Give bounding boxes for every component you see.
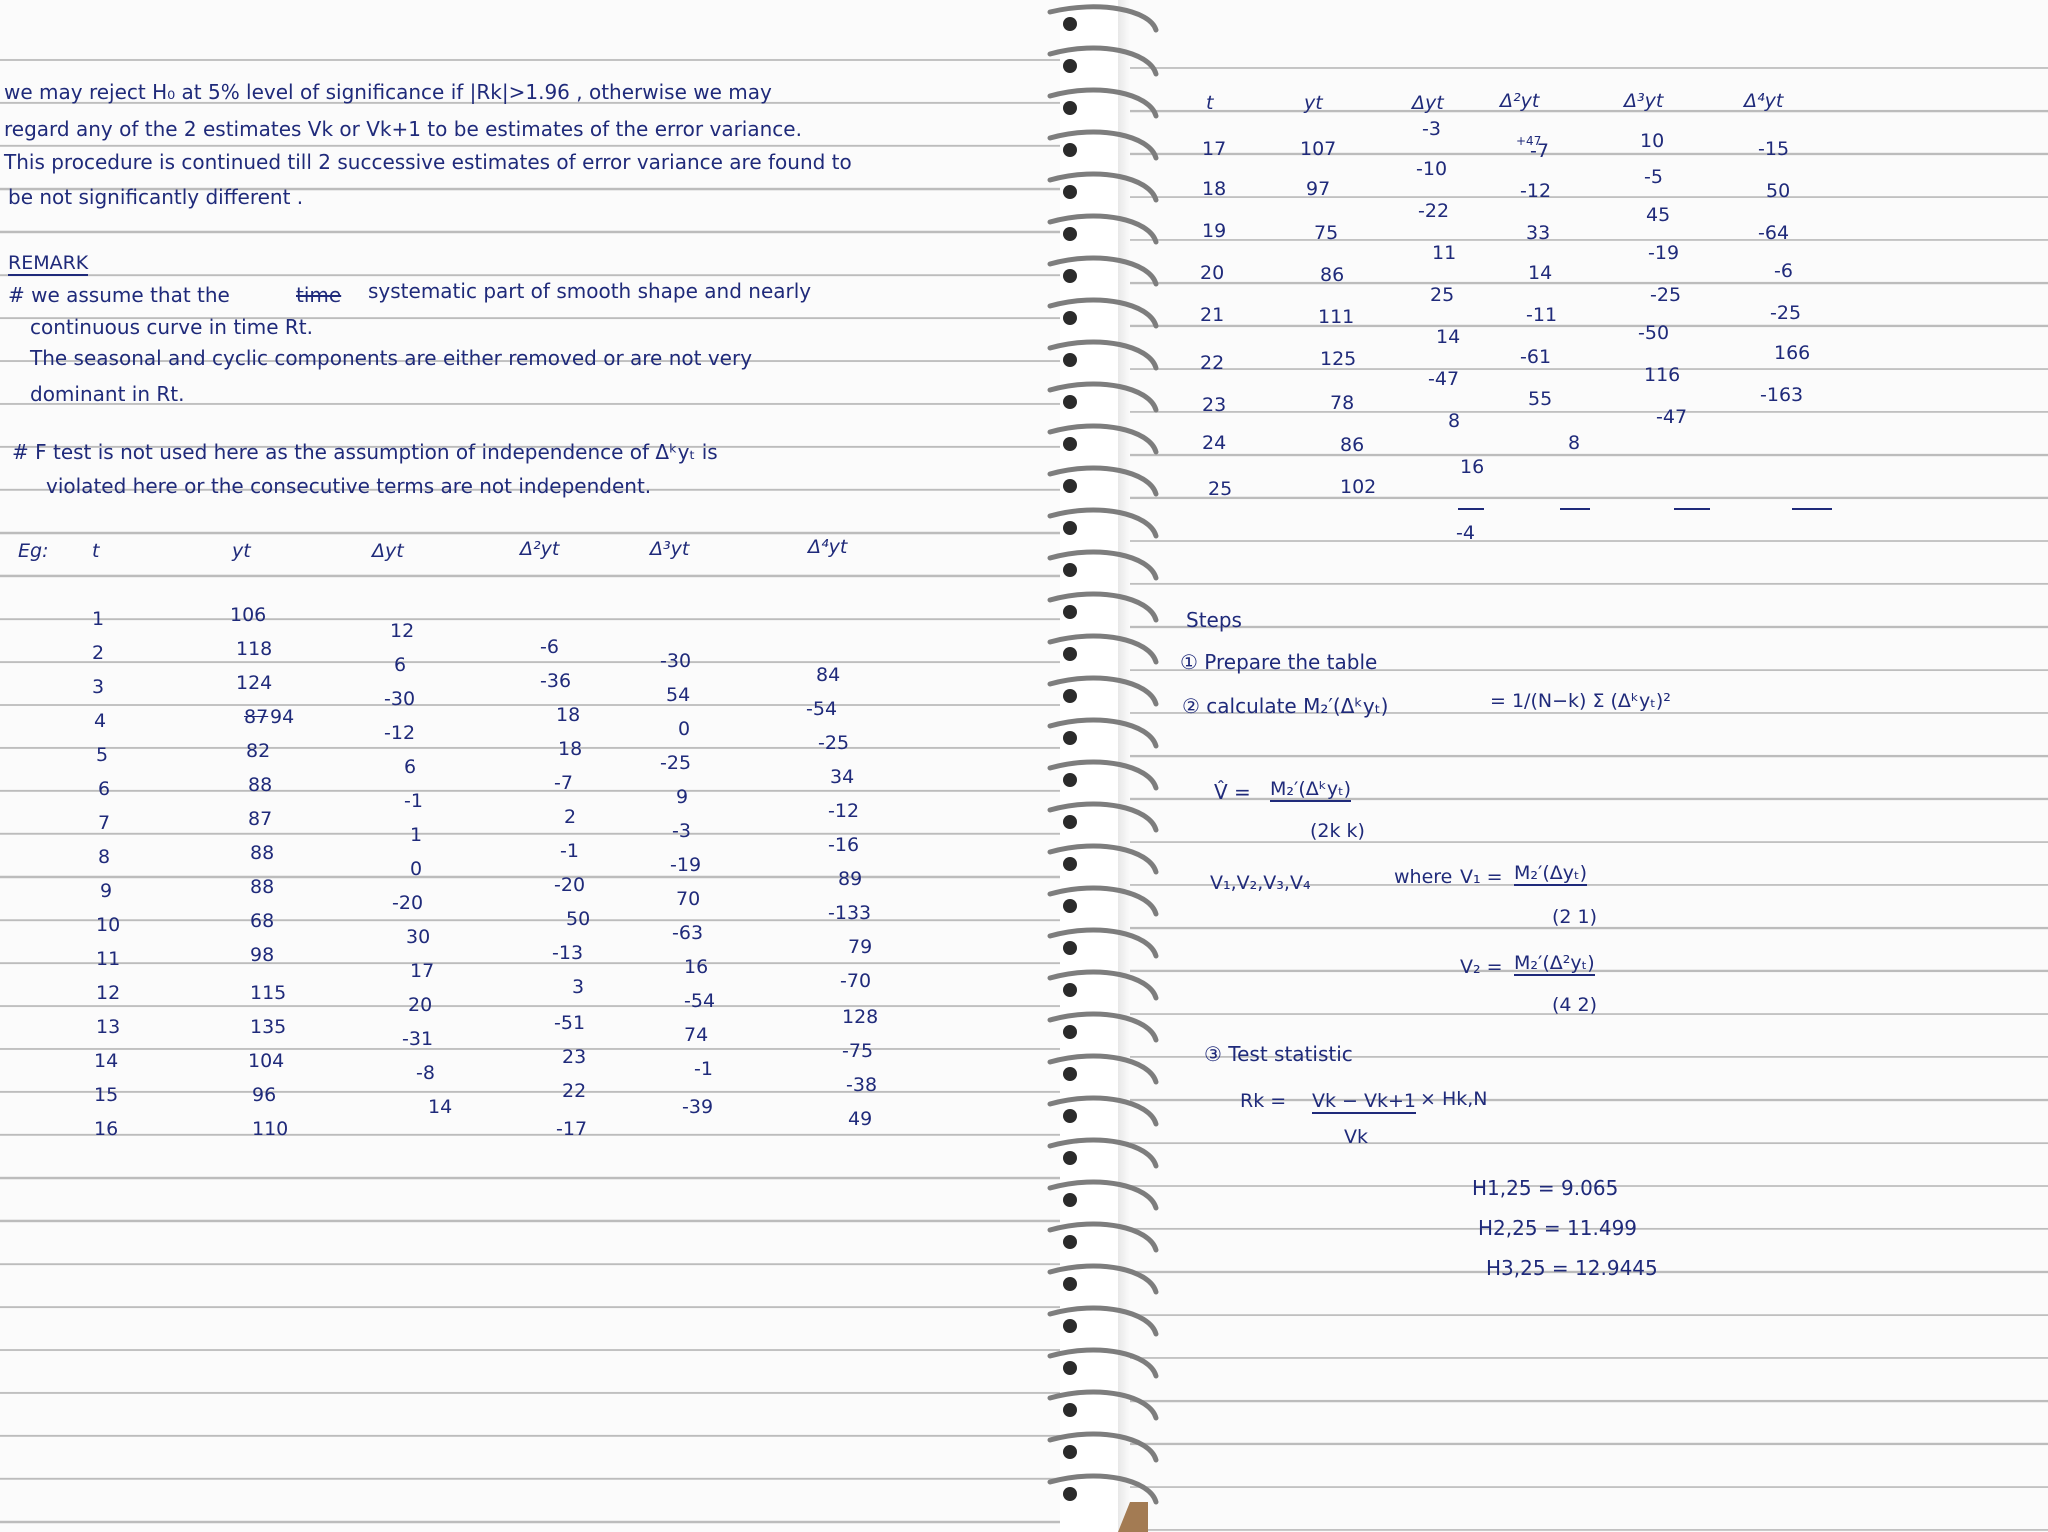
d4-value: -16 [828, 834, 860, 856]
h-value-1: H1,25 = 9.065 [1472, 1176, 1619, 1200]
d1-value: 12 [390, 620, 415, 642]
punch-hole [1063, 17, 1077, 31]
t-value: 23 [1202, 394, 1227, 416]
d2-value: -61 [1520, 346, 1552, 368]
d4-value: -6 [1774, 260, 1793, 282]
d4-value: -38 [846, 1074, 878, 1096]
yt-value: 98 [250, 944, 275, 966]
t-value: 13 [96, 1016, 121, 1038]
header-d4yt: Δ⁴yt [808, 536, 848, 558]
punch-hole [1063, 311, 1077, 325]
d3-value: -63 [672, 922, 704, 944]
v2-denominator: (4 2) [1552, 994, 1598, 1016]
yt-value: 86 [1340, 434, 1365, 456]
d1-value: 6 [404, 756, 417, 778]
d4-value: 128 [842, 1006, 879, 1028]
header-d4yt: Δ⁴yt [1744, 90, 1784, 112]
h-value-3: H3,25 = 12.9445 [1486, 1256, 1658, 1280]
yt-value: 118 [236, 638, 273, 660]
punch-hole [1063, 1403, 1077, 1417]
d1-value: 25 [1430, 284, 1455, 306]
remark-line-3: The seasonal and cyclic components are either removed or are not very [30, 346, 753, 370]
punch-hole [1063, 689, 1077, 703]
t-value: 24 [1202, 432, 1227, 454]
f-note-line-1: # F test is not used here as the assumption of independence of Δᵏyₜ is [12, 440, 718, 464]
yt-value: 106 [230, 604, 267, 626]
d2-value: 55 [1528, 388, 1553, 410]
d2-value: -12 [1520, 180, 1552, 202]
yt-value: 82 [246, 740, 271, 762]
header-yt: yt [1304, 92, 1323, 114]
d3-value: -39 [682, 1096, 714, 1118]
v-hat-denominator: (2k k) [1310, 820, 1365, 842]
v1-lhs: V₁ = [1460, 866, 1503, 888]
t-value: 16 [94, 1118, 119, 1140]
rk-lhs: Rk = [1240, 1090, 1287, 1112]
yt-value: 68 [250, 910, 275, 932]
d4-value: -75 [842, 1040, 874, 1062]
t-value: 15 [94, 1084, 119, 1106]
d1-value: -3 [1422, 118, 1441, 140]
yt-value: 115 [250, 982, 287, 1004]
d4-value: 49 [848, 1108, 873, 1130]
d1-value: 16 [1460, 456, 1485, 478]
punch-hole [1063, 563, 1077, 577]
d3-value: -5 [1644, 166, 1663, 188]
punch-hole [1063, 1445, 1077, 1459]
d1-value: 20 [408, 994, 433, 1016]
t-value: 2 [92, 642, 105, 664]
d2-value: -17 [556, 1118, 588, 1140]
t-value: 14 [94, 1050, 119, 1072]
d3-value: -25 [1650, 284, 1682, 306]
text-line-2: regard any of the 2 estimates Vk or Vk+1 to be estimates of the error variance. [4, 117, 802, 141]
punch-hole [1063, 1151, 1077, 1165]
t-value: 22 [1200, 352, 1225, 374]
t-value: 10 [96, 914, 121, 936]
punch-hole [1063, 395, 1077, 409]
d1-value: 14 [428, 1096, 453, 1118]
t-value: 11 [96, 948, 121, 970]
d4-value: -15 [1758, 138, 1790, 160]
punch-hole [1063, 269, 1077, 283]
d3-value: 74 [684, 1024, 709, 1046]
punch-hole [1063, 1067, 1077, 1081]
d4-value: -25 [1770, 302, 1802, 324]
d3-value: 70 [676, 888, 701, 910]
d2-value: -7 [1530, 140, 1549, 162]
d4-value: -133 [828, 902, 872, 924]
d3-value: 45 [1646, 204, 1671, 226]
punch-hole [1063, 1193, 1077, 1207]
d2-value: -1 [560, 840, 579, 862]
d3-value: -47 [1656, 406, 1688, 428]
step-1: ① Prepare the table [1180, 650, 1378, 674]
d3-value: 116 [1644, 364, 1681, 386]
punch-hole [1063, 1235, 1077, 1249]
d2-value: 50 [566, 908, 591, 930]
d4-value: -163 [1760, 384, 1804, 406]
d4-value: 50 [1766, 180, 1791, 202]
t-value: 7 [98, 812, 111, 834]
d1-value: -30 [384, 688, 416, 710]
punch-hole [1063, 857, 1077, 871]
d3-value: -19 [670, 854, 702, 876]
yt-value: 135 [250, 1016, 287, 1038]
d4-value: -70 [840, 970, 872, 992]
yt-value: 110 [252, 1118, 289, 1140]
punch-hole [1063, 479, 1077, 493]
header-d3yt: Δ³yt [650, 538, 690, 560]
t-value: 25 [1208, 478, 1233, 500]
d3-value: -25 [660, 752, 692, 774]
d1-value: -47 [1428, 368, 1460, 390]
punch-hole [1063, 143, 1077, 157]
d4-value: 166 [1774, 342, 1811, 364]
punch-hole [1063, 941, 1077, 955]
d1-value: -12 [384, 722, 416, 744]
step-2: ② calculate M₂′(Δᵏyₜ) [1182, 694, 1389, 718]
remark-line-1b: systematic part of smooth shape and nearly [368, 279, 812, 303]
d4-value: 79 [848, 936, 873, 958]
d2-value: 18 [558, 738, 583, 760]
eg-label: Eg: [18, 540, 49, 562]
v2-lhs: V₂ = [1460, 956, 1503, 978]
punch-hole [1063, 353, 1077, 367]
v-hat-lhs: V̂ = [1214, 780, 1251, 804]
d2-value: -36 [540, 670, 572, 692]
punch-hole [1063, 731, 1077, 745]
v-list: V₁,V₂,V₃,V₄ [1210, 872, 1311, 894]
punch-hole [1063, 1319, 1077, 1333]
d2-value: 2 [564, 806, 577, 828]
d1-value: -1 [404, 790, 423, 812]
where-label: where [1394, 866, 1453, 888]
d2-value: -11 [1526, 304, 1558, 326]
right-page [1130, 0, 2048, 1532]
d2-scribble: +47 [1516, 134, 1542, 148]
d2-value: -51 [554, 1012, 586, 1034]
punch-hole [1063, 605, 1077, 619]
punch-hole [1063, 899, 1077, 913]
v1-numerator: M₂′(Δyₜ) [1514, 862, 1587, 884]
d1-value: -8 [416, 1062, 435, 1084]
t-value: 5 [96, 744, 109, 766]
d3-value: -3 [672, 820, 691, 842]
d4-value: -25 [818, 732, 850, 754]
d2-value: -6 [540, 636, 559, 658]
f-note-line-2: violated here or the consecutive terms are not independent. [46, 474, 652, 498]
header-yt: yt [232, 540, 251, 562]
d3-value: 54 [666, 684, 691, 706]
text-line-3: This procedure is continued till 2 successive estimates of error variance are found to [4, 150, 852, 174]
t-value: 20 [1200, 262, 1225, 284]
remark-struck-word: time [296, 283, 342, 307]
punch-hole [1063, 815, 1077, 829]
blank-dash [1792, 508, 1832, 510]
v1-denominator: (2 1) [1552, 906, 1598, 928]
yt-value: 124 [236, 672, 273, 694]
d1-value: 17 [410, 960, 435, 982]
yt-value: 96 [252, 1084, 277, 1106]
d3-value: -30 [660, 650, 692, 672]
d1-value: -4 [1456, 522, 1475, 544]
punch-hole [1063, 983, 1077, 997]
d2-value: -13 [552, 942, 584, 964]
t-value: 17 [1202, 138, 1227, 160]
d2-value: 3 [572, 976, 585, 998]
d1-value: 1 [410, 824, 423, 846]
punch-hole [1063, 227, 1077, 241]
d1-value: 6 [394, 654, 407, 676]
yt-value: 125 [1320, 348, 1357, 370]
d1-value: 8 [1448, 410, 1461, 432]
punch-hole [1063, 185, 1077, 199]
yt-value: 88 [250, 842, 275, 864]
step-3: ③ Test statistic [1204, 1042, 1353, 1066]
d1-value: -20 [392, 892, 424, 914]
d2-value: 18 [556, 704, 581, 726]
rk-numerator: Vk − Vk+1 [1312, 1090, 1417, 1112]
t-value: 8 [98, 846, 111, 868]
d4-value: 84 [816, 664, 841, 686]
yt-value: 75 [1314, 222, 1339, 244]
punch-hole [1063, 1487, 1077, 1501]
yt-value: 111 [1318, 306, 1355, 328]
d1-value: -22 [1418, 200, 1450, 222]
d2-value: -7 [554, 772, 573, 794]
t-value: 6 [98, 778, 111, 800]
d1-value: -31 [402, 1028, 434, 1050]
d3-value: 10 [1640, 130, 1665, 152]
yt-value: 104 [248, 1050, 285, 1072]
blank-dash [1458, 508, 1484, 510]
d4-value: -64 [1758, 222, 1790, 244]
punch-hole [1063, 59, 1077, 73]
header-t: t [92, 540, 100, 562]
header-d2yt: Δ²yt [1500, 90, 1540, 112]
yt-value: 97 [1306, 178, 1331, 200]
yt-value: 78 [1330, 392, 1355, 414]
d1-value: 14 [1436, 326, 1461, 348]
spiral-binding [1040, 0, 1170, 1532]
punch-hole [1063, 521, 1077, 535]
punch-hole [1063, 1361, 1077, 1375]
yt-value: 107 [1300, 138, 1337, 160]
d2-value: 14 [1528, 262, 1553, 284]
steps-title: Steps [1186, 608, 1242, 632]
yt-value: 88 [250, 876, 275, 898]
remark-line-4: dominant in Rt. [30, 382, 185, 406]
d4-value: 34 [830, 766, 855, 788]
t-value: 1 [92, 608, 105, 630]
text-line-1: we may reject H₀ at 5% level of significance if |Rk|>1.96 , otherwise we may [4, 80, 772, 104]
remark-line-2: continuous curve in time Rt. [30, 315, 313, 339]
t-value: 9 [100, 880, 113, 902]
d3-value: -50 [1638, 322, 1670, 344]
remark-title: REMARK [8, 252, 89, 274]
d1-value: -10 [1416, 158, 1448, 180]
punch-hole [1063, 101, 1077, 115]
header-dyt: Δyt [1412, 92, 1444, 114]
t-value: 19 [1202, 220, 1227, 242]
d2-value: 8 [1568, 432, 1581, 454]
d3-value: 16 [684, 956, 709, 978]
d2-value: 23 [562, 1046, 587, 1068]
d2-value: 22 [562, 1080, 587, 1102]
punch-hole [1063, 647, 1077, 661]
t-value: 4 [94, 710, 107, 732]
d3-value: -1 [694, 1058, 713, 1080]
d2-value: -20 [554, 874, 586, 896]
t-value: 12 [96, 982, 121, 1004]
header-d2yt: Δ²yt [520, 538, 560, 560]
d4-value: -54 [806, 698, 838, 720]
header-d3yt: Δ³yt [1624, 90, 1664, 112]
punch-hole [1063, 437, 1077, 451]
d1-value: 0 [410, 858, 423, 880]
d1-value: 11 [1432, 242, 1457, 264]
punch-hole [1063, 1109, 1077, 1123]
d2-value: 33 [1526, 222, 1551, 244]
t-value: 18 [1202, 178, 1227, 200]
d1-value: 30 [406, 926, 431, 948]
header-t: t [1206, 92, 1214, 114]
blank-dash [1560, 508, 1590, 510]
punch-hole [1063, 773, 1077, 787]
h-value-2: H2,25 = 11.499 [1478, 1216, 1638, 1240]
d3-value: -54 [684, 990, 716, 1012]
t-value: 21 [1200, 304, 1225, 326]
d4-value: 89 [838, 868, 863, 890]
yt-struck-value: 87 [244, 706, 269, 728]
d4-value: -12 [828, 800, 860, 822]
yt-value: 88 [248, 774, 273, 796]
t-value: 3 [92, 676, 105, 698]
punch-hole [1063, 1277, 1077, 1291]
d3-value: 0 [678, 718, 691, 740]
v-hat-numerator: M₂′(Δᵏyₜ) [1270, 778, 1352, 800]
d3-value: -19 [1648, 242, 1680, 264]
header-dyt: Δyt [372, 540, 404, 562]
yt-value: 102 [1340, 476, 1377, 498]
blank-dash [1674, 508, 1710, 510]
v2-numerator: M₂′(Δ²yₜ) [1514, 952, 1595, 974]
yt-value: 87 [248, 808, 273, 830]
step-2-formula: = 1/(N−k) Σ (Δᵏyₜ)² [1490, 690, 1671, 712]
d3-value: 9 [676, 786, 689, 808]
rk-denominator: Vk [1344, 1126, 1369, 1148]
punch-hole [1063, 1025, 1077, 1039]
yt-value: 86 [1320, 264, 1345, 286]
remark-line-1a: # we assume that the [8, 283, 230, 307]
yt-value: 94 [270, 706, 295, 728]
text-line-4: be not significantly different . [8, 185, 304, 209]
rk-multiplier: × Hk,N [1420, 1088, 1488, 1110]
